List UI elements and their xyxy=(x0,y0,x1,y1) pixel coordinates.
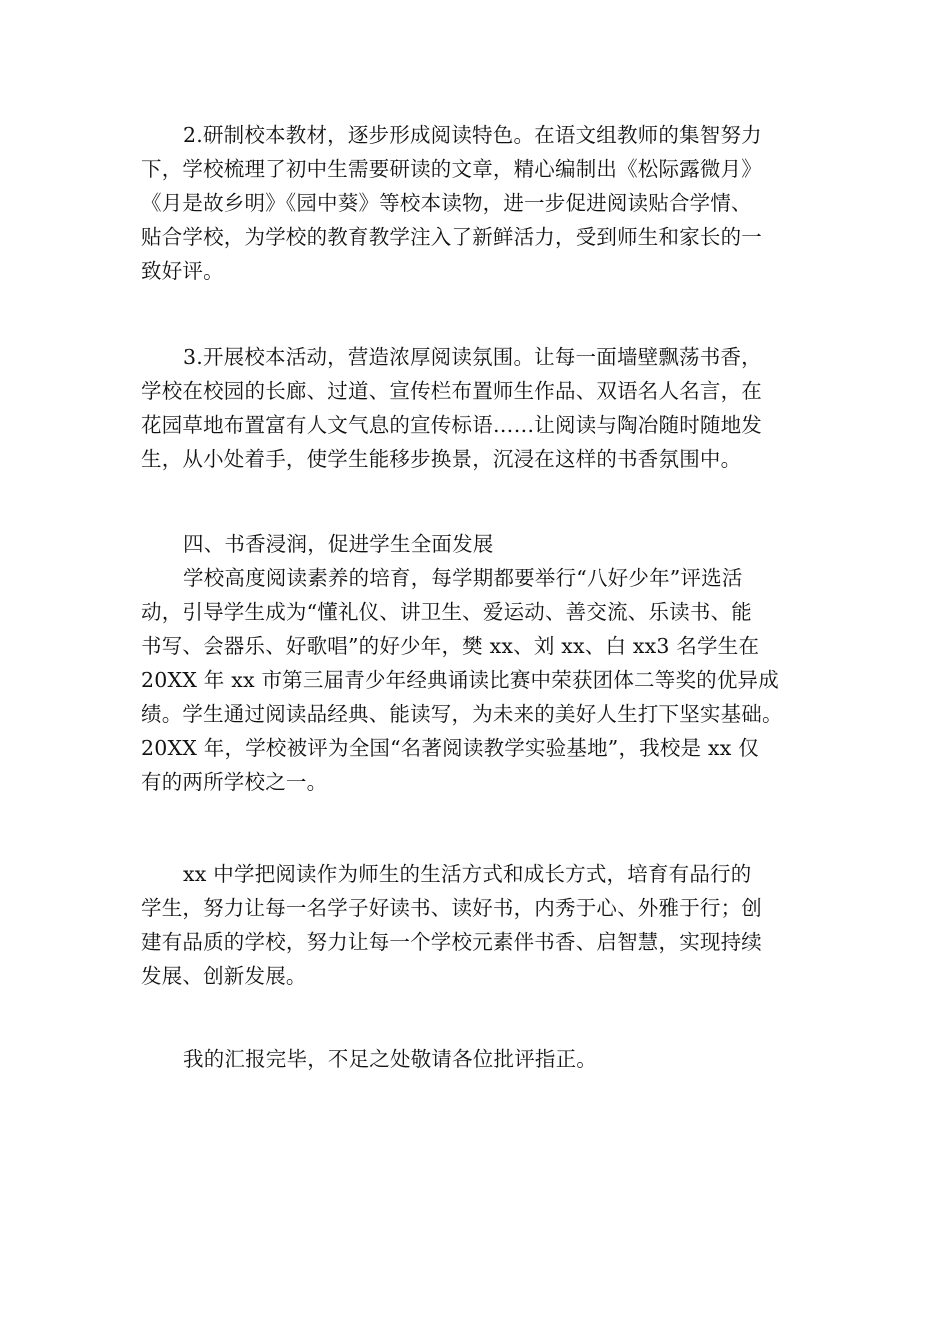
text-line: 20XX 年，学校被评为全国“名著阅读教学实验基地”，我校是 xx 仅 xyxy=(141,736,759,760)
paragraph-section-four xyxy=(141,527,821,799)
text-line: 动，引导学生成为“懂礼仪、讲卫生、爱运动、善交流、乐读书、能 xyxy=(141,600,752,624)
text-line: 下，学校梳理了初中生需要研读的文章，精心编制出《松际露微月》 xyxy=(141,157,762,181)
text-line: 生，从小处着手，使学生能移步换景，沉浸在这样的书香氛围中。 xyxy=(141,447,742,471)
paragraph-activities xyxy=(141,340,821,476)
text-line: 书写、会器乐、好歌唱”的好少年，樊 xx、刘 xx、白 xx3 名学生在 xyxy=(141,634,760,658)
text-line: 绩。学生通过阅读品经典、能读写，为未来的美好人生打下坚实基础。 xyxy=(141,702,783,726)
text-line: 2.研制校本教材，逐步形成阅读特色。在语文组教师的集智努力 xyxy=(183,123,762,147)
text-line: 3.开展校本活动，营造浓厚阅读氛围。让每一面墙壁飘荡书香， xyxy=(183,345,762,369)
text-line: 学校在校园的长廊、过道、宣传栏布置师生作品、双语名人名言，在 xyxy=(141,379,762,403)
text-line: 《月是故乡明》《园中葵》等校本读物，进一步促进阅读贴合学情、 xyxy=(141,191,752,215)
text-line: 我的汇报完毕，不足之处敬请各位批评指正。 xyxy=(183,1047,597,1071)
paragraph-conclusion xyxy=(141,857,821,993)
text-line: 建有品质的学校，努力让每一个学校元素伴书香、启智慧，实现持续 xyxy=(141,930,762,954)
paragraph-textbook xyxy=(141,118,821,288)
text-line: 贴合学校，为学校的教育教学注入了新鲜活力，受到师生和家长的一 xyxy=(141,225,762,249)
text-line: 致好评。 xyxy=(141,259,224,283)
text-line: xx 中学把阅读作为师生的生活方式和成长方式，培育有品行的 xyxy=(183,862,752,886)
text-line: 发展、创新发展。 xyxy=(141,964,307,988)
text-line: 花园草地布置富有人文气息的宣传标语……让阅读与陶冶随时随地发 xyxy=(141,413,762,437)
text-line: 学生，努力让每一名学子好读书、读好书，内秀于心、外雅于行；创 xyxy=(141,896,762,920)
section-heading: 四、书香浸润，促进学生全面发展 xyxy=(183,532,494,556)
text-line: 20XX 年 xx 市第三届青少年经典诵读比赛中荣获团体二等奖的优异成 xyxy=(141,668,779,692)
text-line: 学校高度阅读素养的培育，每学期都要举行“八好少年”评选活 xyxy=(183,566,743,590)
paragraph-closing xyxy=(141,1042,821,1076)
text-line: 有的两所学校之一。 xyxy=(141,770,328,794)
